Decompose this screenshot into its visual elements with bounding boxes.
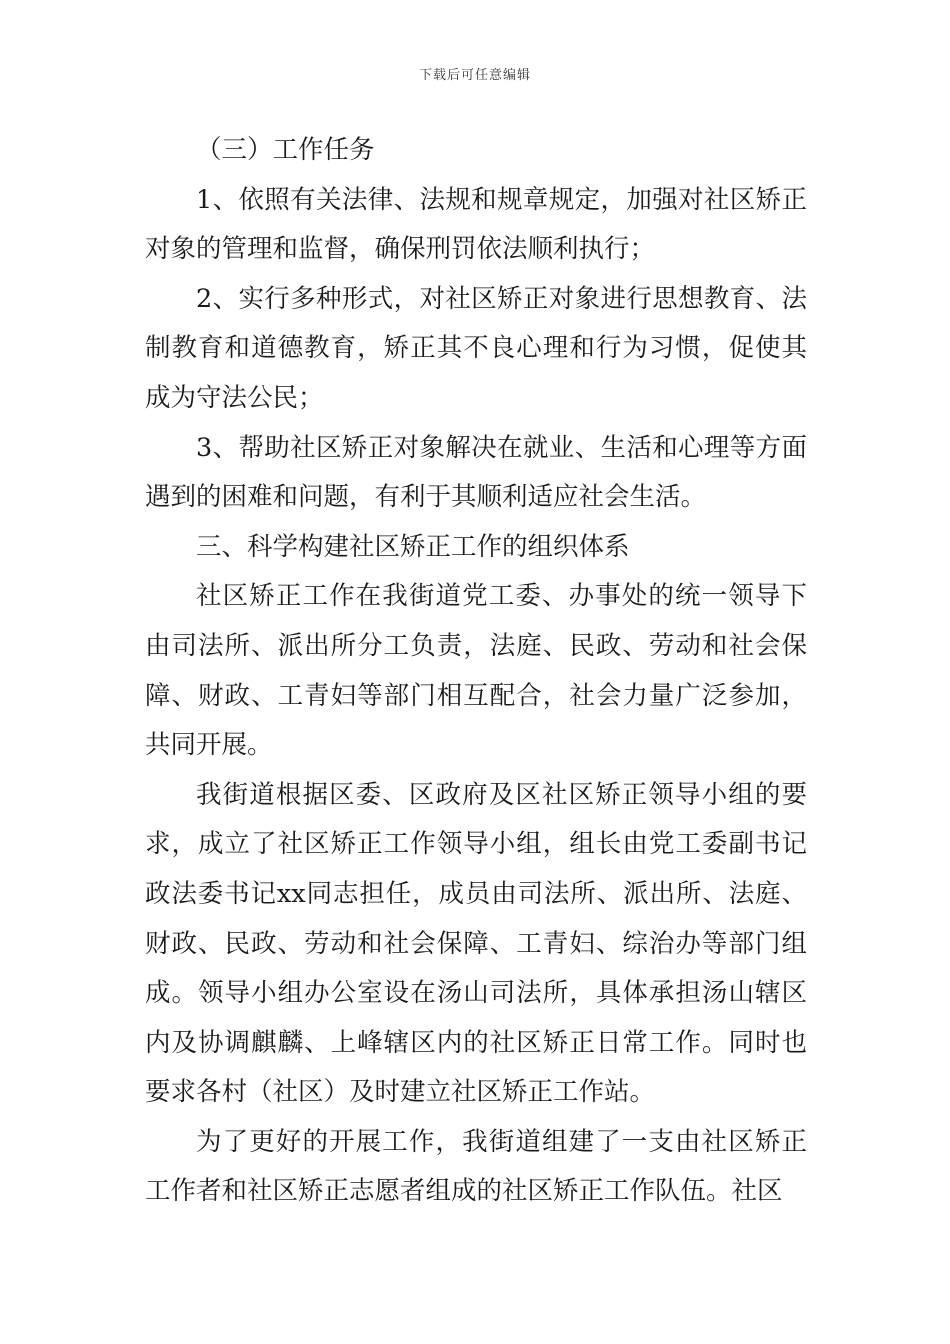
paragraph-leadership-group: 我街道根据区委、区政府及区社区矫正领导小组的要求，成立了社区矫正工作领导小组，组长由党工委副书记政法委书记xx同志担任，成员由司法所、派出所、法庭、财政、民政、劳动和社会保障、工青妇、综治办等部门组成。领导小组办公室设在汤山司法所，具体承担汤山辖区内及协调麒麟、上峰辖区内的社区矫正日常工作。同时也要求各村（社区）及时建立社区矫正工作站。 (145, 779, 807, 1108)
page-header: 下载后可任意编辑 (418, 68, 531, 83)
section-heading-organization: 三、科学构建社区矫正工作的组织体系 (196, 531, 630, 562)
document-body (145, 126, 807, 1217)
paragraph-task-1: 1、依照有关法律、法规和规章规定，加强对社区矫正对象的管理和监督，确保刑罚依法顺利执行； (145, 184, 807, 265)
section-heading-tasks: （三）工作任务 (196, 135, 375, 165)
paragraph-task-2: 2、实行多种形式，对社区矫正对象进行思想教育、法制教育和道德教育，矫正其不良心理和行为习惯，促使其成为守法公民； (145, 283, 807, 413)
paragraph-work-team: 为了更好的开展工作，我街道组建了一支由社区矫正工作者和社区矫正志愿者组成的社区矫正工作队伍。社区 (145, 1126, 807, 1207)
paragraph-task-3: 3、帮助社区矫正对象解决在就业、生活和心理等方面遇到的困难和问题，有利于其顺利适应社会生活。 (145, 432, 807, 513)
paragraph-organization-overview: 社区矫正工作在我街道党工委、办事处的统一领导下由司法所、派出所分工负责，法庭、民政、劳动和社会保障、财政、工青妇等部门相互配合，社会力量广泛参加，共同开展。 (145, 581, 807, 761)
